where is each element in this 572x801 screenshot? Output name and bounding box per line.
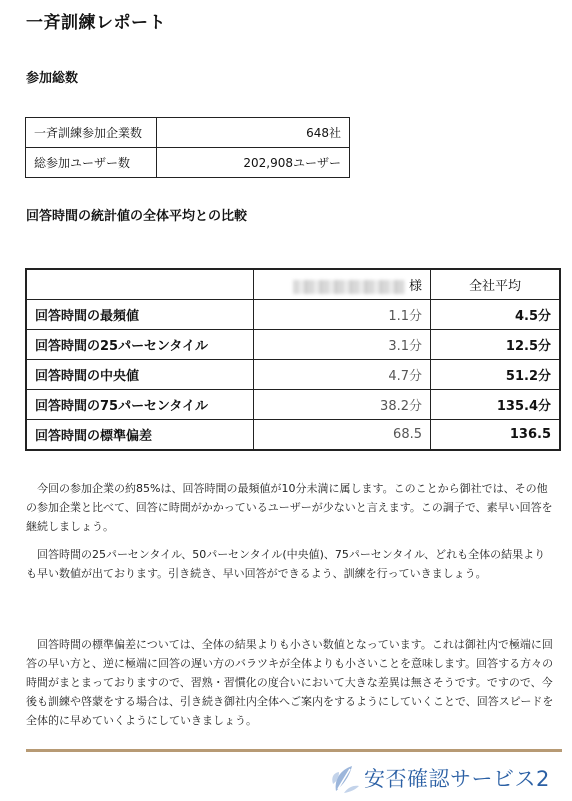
header-average: 全社平均 <box>431 269 561 300</box>
company-value: 38.2分 <box>254 390 431 420</box>
average-value: 51.2分 <box>431 360 561 390</box>
average-value: 4.5分 <box>431 300 561 330</box>
header-company-suffix: 様 <box>408 279 422 294</box>
redacted-company-name <box>293 280 405 294</box>
leaf-icon <box>330 760 360 794</box>
analysis-paragraph-percentiles: 回答時間の25パーセンタイル、50パーセンタイル(中央値)、75パーセンタイル、どれも全体の結果よりも早い数値が出ております。引き続き、早い回答ができるよう、訓練を行っていきましょう。 <box>26 548 546 580</box>
row-label: 回答時間の中央値 <box>26 360 254 390</box>
table-cell-label: 一斉訓練参加企業数 <box>26 118 157 148</box>
company-value: 3.1分 <box>254 330 431 360</box>
row-label: 回答時間の25パーセンタイル <box>26 330 254 360</box>
table-header-row <box>26 269 560 300</box>
brand-name: 安否確認サービス2 <box>364 767 550 791</box>
table-cell-value: 202,908ユーザー <box>157 148 350 178</box>
row-label: 回答時間の最頻値 <box>26 300 254 330</box>
analysis-paragraph-mode: 今回の参加企業の約85%は、回答時間の最頻値が10分未満に属します。このことから御社では、その他の参加企業と比べて、回答に時間がかかっているユーザーが少ないと言えます。この調子で、素早い回答を継続しましょう。 <box>26 482 553 533</box>
company-value: 1.1分 <box>254 300 431 330</box>
table-row <box>26 360 560 390</box>
table-cell-value: 648社 <box>157 118 350 148</box>
row-label: 回答時間の75パーセンタイル <box>26 390 254 420</box>
table-row <box>26 148 350 178</box>
company-value: 68.5 <box>254 420 431 451</box>
table-row <box>26 300 560 330</box>
brand-logo <box>330 760 562 796</box>
participation-summary-table <box>25 117 350 178</box>
average-value: 135.4分 <box>431 390 561 420</box>
section-heading-comparison: 回答時間の統計値の全体平均との比較 <box>26 209 248 224</box>
table-row <box>26 330 560 360</box>
average-value: 12.5分 <box>431 330 561 360</box>
header-company <box>254 269 431 300</box>
comparison-table <box>25 268 561 451</box>
company-value: 4.7分 <box>254 360 431 390</box>
average-value: 136.5 <box>431 420 561 451</box>
table-row <box>26 420 560 451</box>
row-label: 回答時間の標準偏差 <box>26 420 254 451</box>
table-cell-label: 総参加ユーザー数 <box>26 148 157 178</box>
section-heading-participation: 参加総数 <box>26 71 79 86</box>
header-empty-cell <box>26 269 254 300</box>
page-title: 一斉訓練レポート <box>26 13 166 33</box>
footer-divider <box>26 749 562 752</box>
analysis-paragraph-stddev: 回答時間の標準偏差については、全体の結果よりも小さい数値となっています。これは御社内で極端に回答の早い方と、逆に極端に回答の遅い方のバラツキが全体よりも小さいことを意味します。回答する方々の時間がまとまっておりますので、習熟・習慣化の度合いにおいて大きな差異は無さそうです。ですので、今後も訓練や啓蒙をする場合は、引き続き御社内全体へご案内をするようにしていくことで、回答スピードを全体的に早めていくようにしていきましょう。 <box>26 638 554 727</box>
table-row <box>26 390 560 420</box>
table-row <box>26 118 350 148</box>
